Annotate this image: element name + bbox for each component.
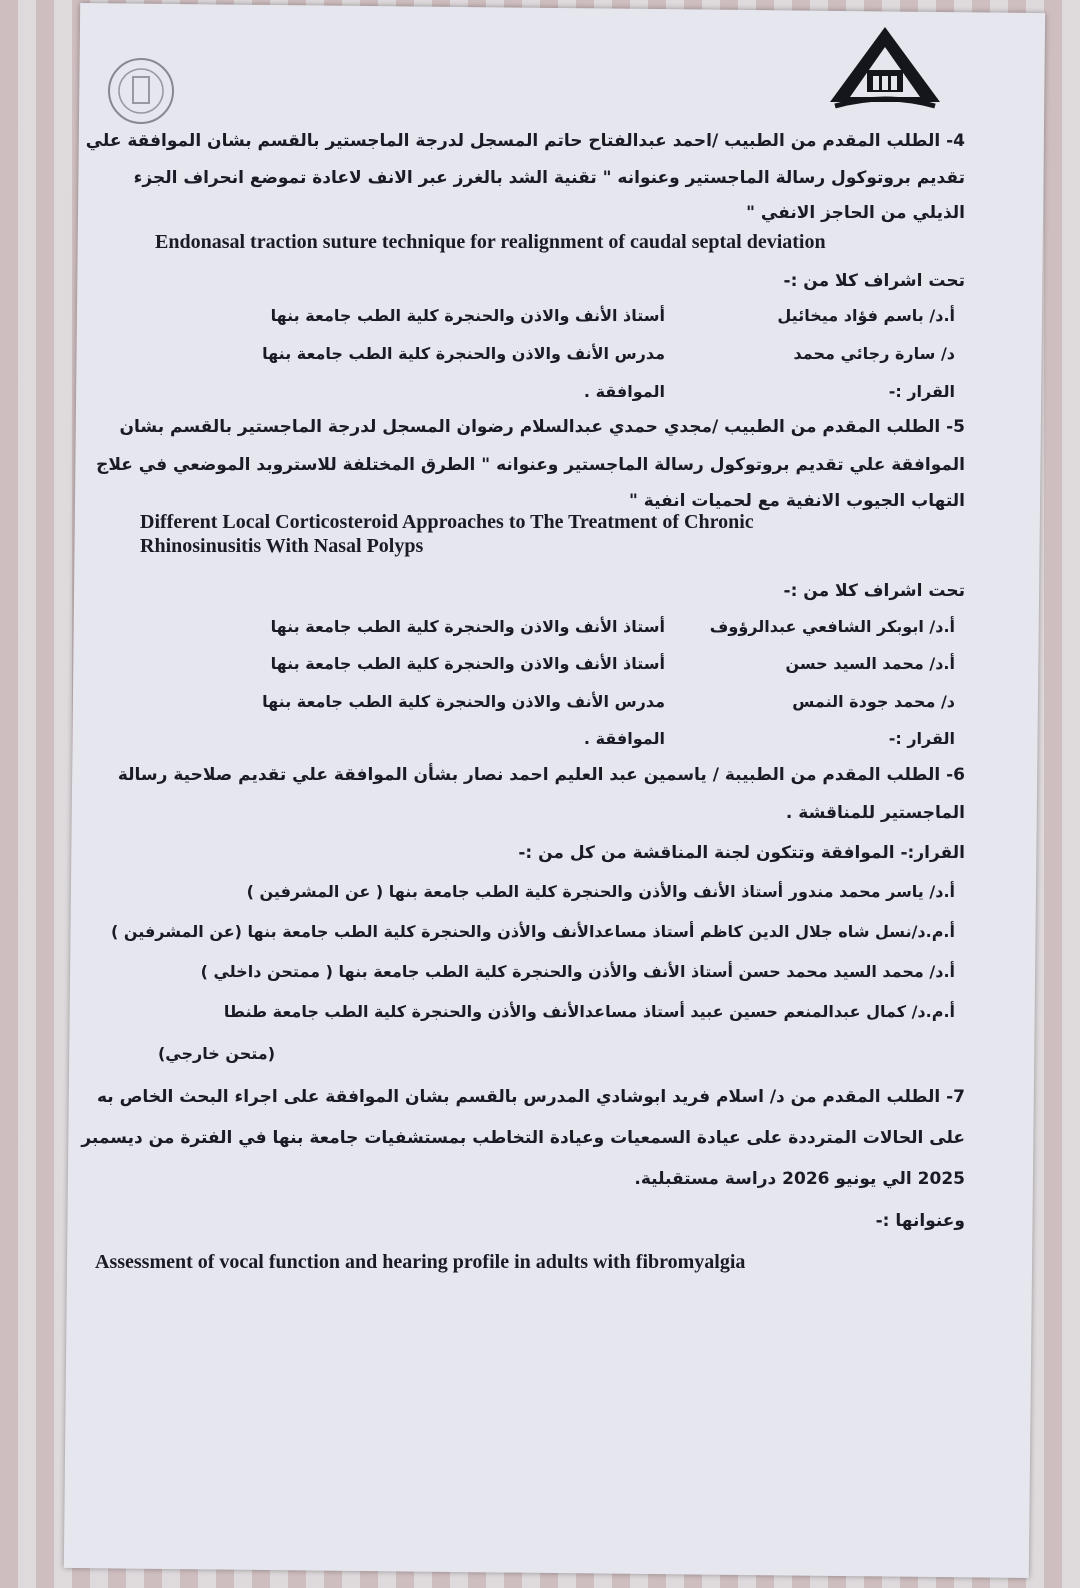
item6-decision-line: القرار:- الموافقة وتتكون لجنة المناقشة من كل من :-: [518, 843, 965, 863]
item4-supervisor-row: [95, 302, 965, 330]
item4-title-en: Endonasal traction suture technique for realignment of caudal septal deviation: [155, 231, 826, 253]
committee-member-text: أ.م.د/ كمال عبدالمنعم حسين عبيد أستاذ مساعدالأنف والأذن والحنجرة كلية الطب جامعة طنطا: [223, 1002, 955, 1021]
item5-supervisor-row: [95, 650, 965, 678]
item6-line-1: 6- الطلب المقدم من الطبيبة / ياسمين عبد العليم احمد نصار بشأن الموافقة علي تقديم صلاحية رسالة: [117, 765, 965, 785]
committee-member: [95, 918, 965, 946]
supervisor-position: أستاذ الأنف والاذن والحنجرة كلية الطب جامعة بنها: [270, 617, 665, 636]
item4-line-1: 4- الطلب المقدم من الطبيب /احمد عبدالفتاح حاتم المسجل لدرجة الماجستير بالقسم بشان الموافقة علي: [85, 131, 965, 151]
committee-member: [95, 998, 965, 1026]
item7-line-1: 7- الطلب المقدم من د/ اسلام فريد ابوشادي المدرس بالقسم بشان الموافقة على اجراء البحث الخاص به: [96, 1087, 965, 1107]
decision-value: الموافقة .: [583, 729, 665, 748]
committee-member-text: (متحن خارجي): [157, 1044, 275, 1063]
supervisor-name: د/ محمد جودة النمس: [792, 692, 955, 711]
document-body: [81, 0, 965, 1588]
item5-line-2: الموافقة علي تقديم بروتوكول رسالة الماجستير وعنوانه " الطرق المختلفة للاستروبد الموضعي في علاج: [96, 455, 965, 475]
item5-line-1: 5- الطلب المقدم من الطبيب /مجدي حمدي عبدالسلام رضوان المسجل لدرجة الماجستير بالقسم بشان: [119, 417, 965, 437]
item6-line-2: الماجستير للمناقشة .: [785, 803, 965, 823]
item5-decision-row: [95, 725, 965, 753]
supervisor-position: مدرس الأنف والاذن والحنجرة كلية الطب جامعة بنها: [262, 692, 665, 711]
decision-label: القرار :-: [888, 382, 955, 401]
committee-member: [95, 878, 965, 906]
supervisor-name: أ.د/ باسم فؤاد ميخائيل: [777, 306, 955, 325]
item5-title-en-2: Rhinosinusitis With Nasal Polyps: [140, 535, 424, 557]
item7-line-3: 2025 الي يونيو 2026 دراسة مستقبلية.: [634, 1169, 965, 1189]
supervisor-name: د/ سارة رجائي محمد: [793, 344, 955, 363]
supervisor-name: أ.د/ ابوبكر الشافعي عبدالرؤوف: [709, 617, 955, 636]
supervisor-position: مدرس الأنف والاذن والحنجرة كلية الطب جامعة بنها: [262, 344, 665, 363]
supervisor-name: أ.د/ محمد السيد حسن: [785, 654, 955, 673]
item4-line-2: تقديم بروتوكول رسالة الماجستير وعنوانه " تقنية الشد بالغرز عبر الانف لاعادة تموضع انحراف الجزء: [133, 168, 965, 188]
item4-decision-row: [95, 378, 965, 406]
item5-title-en-1: Different Local Corticosteroid Approaches to The Treatment of Chronic: [140, 511, 754, 533]
decision-label: القرار :-: [888, 729, 955, 748]
item4-line-3: الذيلي من الحاجز الانفي ": [746, 203, 965, 223]
decision-value: الموافقة .: [583, 382, 665, 401]
supervisor-position: أستاذ الأنف والاذن والحنجرة كلية الطب جامعة بنها: [270, 306, 665, 325]
item4-supervisor-row: [95, 340, 965, 368]
item5-supervision-label: تحت اشراف كلا من :-: [783, 581, 965, 601]
committee-member-text: أ.م.د/نسل شاه جلال الدين كاظم أستاذ مساعدالأنف والأذن والحنجرة كلية الطب جامعة بنها (عن المشرفين ): [111, 922, 955, 941]
item5-line-3: التهاب الجيوب الانفية مع لحميات انفية ": [629, 491, 965, 511]
item7-line-4: وعنوانها :-: [875, 1211, 965, 1231]
item7-title-en: Assessment of vocal function and hearing profile in adults with fibromyalgia: [95, 1251, 746, 1273]
item4-supervision-label: تحت اشراف كلا من :-: [783, 271, 965, 291]
item7-line-2: على الحالات المترددة على عيادة السمعيات وعيادة التخاطب بمستشفيات جامعة بنها في الفترة من ديسمبر: [81, 1128, 965, 1148]
committee-member: [95, 1040, 965, 1068]
committee-member-text: أ.د/ محمد السيد محمد حسن أستاذ الأنف والأذن والحنجرة كلية الطب جامعة بنها ( ممتحن داخلي ): [200, 962, 955, 981]
item5-supervisor-row: [95, 613, 965, 641]
item5-supervisor-row: [95, 688, 965, 716]
committee-member-text: أ.د/ ياسر محمد مندور أستاذ الأنف والأذن والحنجرة كلية الطب جامعة بنها ( عن المشرفين ): [246, 882, 955, 901]
committee-member: [95, 958, 965, 986]
supervisor-position: أستاذ الأنف والاذن والحنجرة كلية الطب جامعة بنها: [270, 654, 665, 673]
